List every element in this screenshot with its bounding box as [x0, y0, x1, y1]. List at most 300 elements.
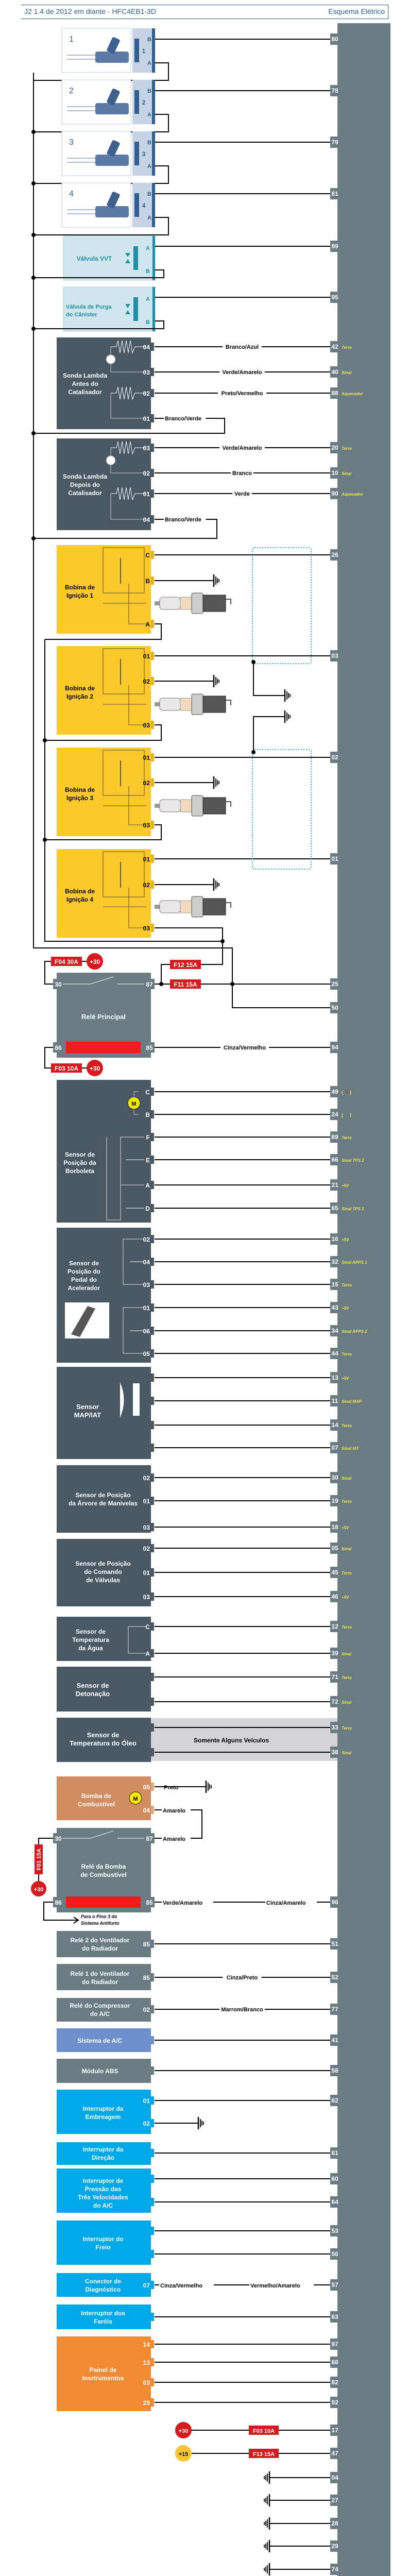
ecu-pin-number: 46 [331, 1593, 338, 1600]
sensor-box [57, 1998, 151, 2022]
ecu-pin-function: Sinal TPS 2 [342, 1158, 364, 1163]
sensor-name: Interruptor da [82, 2105, 124, 2112]
ignition-coil-name: Ignição 3 [66, 794, 94, 802]
ground-icon [214, 574, 219, 587]
sensor-pin: 02 [143, 470, 150, 477]
sensor-box [57, 1931, 151, 1957]
ecu-pin-number: 56 [331, 2250, 338, 2258]
ignition-coil-name: Bobina de [64, 584, 95, 591]
sensor-name: Detonação [75, 1690, 110, 1698]
connector-tab [151, 1088, 154, 1096]
sensor-name: Posição da [63, 1159, 96, 1166]
connector-tab [151, 1258, 154, 1266]
connector-tab [151, 1783, 154, 1791]
ecu-pin-number: 80 [331, 36, 338, 43]
fuse-label: F03 10A [252, 2428, 275, 2434]
sensor-box [57, 2336, 151, 2411]
ecu-pin-function: Terra [342, 1136, 352, 1140]
sensor-pin: 01 [143, 1569, 150, 1577]
ignition-coil-name: Ignição 2 [66, 693, 94, 700]
sensor-name: Sistema de A/C [77, 2037, 123, 2044]
relay-coil-bar [66, 1042, 141, 1053]
ecu-pin-number: 25 [331, 980, 338, 988]
connector-tab [151, 1421, 154, 1429]
injector-connector-edge [152, 183, 155, 227]
connector-tab [151, 2175, 154, 2183]
ecu-pin-function: Aquecedor [342, 492, 363, 497]
ecu-pin-number: 57 [331, 2281, 338, 2289]
ecu-pin-number: 58 [331, 2067, 338, 2074]
relay-pin: 30 [55, 1835, 62, 1842]
connector-tab [151, 1303, 154, 1312]
injector-pin-a: A [147, 215, 151, 221]
ecu-pin-function: Sinal TPS 1 [342, 1207, 364, 1211]
supply-label: +30 [89, 1065, 100, 1072]
section-title: Esquema Elétrico [328, 7, 385, 15]
injector-pin-b: B [147, 88, 151, 94]
spark-plug-part [160, 901, 180, 913]
junction-dot [230, 982, 234, 986]
sensor-pin: A [145, 1650, 150, 1657]
sensor-name: Sensor de Posição [75, 1492, 131, 1499]
sensor-name: Relé do Compressor [70, 2002, 130, 2009]
wire-color-label: Preto [164, 1785, 179, 1791]
ecu-pin-function: Sinal [342, 471, 352, 476]
ground-icon [264, 2494, 269, 2506]
spark-plug-part [192, 795, 203, 816]
coil-pin: 03 [143, 722, 150, 729]
connector-tab [151, 489, 154, 498]
sensor-name: Acelerador [67, 1284, 100, 1292]
injector-pin-a: A [147, 163, 151, 170]
ecu-pin-number: 40 [331, 368, 338, 376]
ecu-pin-number: 71 [331, 1673, 338, 1681]
injector-connector-edge [152, 80, 155, 124]
sensor-name: Sensor de Posição [75, 1560, 131, 1567]
ecu-pin-function: Sinal [342, 1547, 352, 1551]
sensor-pin: 02 [143, 2006, 150, 2013]
lambda-sensor-name: Depois do [70, 481, 100, 488]
spark-plug-part [155, 804, 160, 808]
lambda-element-icon [106, 456, 115, 465]
antitheft-note: Para o Pino 3 do [81, 1914, 117, 1919]
ecu-pin-number: 64 [331, 2198, 338, 2206]
ecu-pin-polarity: + [346, 1090, 349, 1095]
ecu-pin-number: 01 [331, 855, 338, 862]
sensor-name: Temperatura do Óleo [70, 1739, 137, 1747]
connector-tab [151, 721, 154, 729]
sensor-name: Sensor de [75, 1628, 106, 1635]
spark-plug-part [192, 896, 203, 917]
ecu-pin-number: 20 [331, 444, 338, 451]
valve-connector-edge [152, 236, 155, 280]
connector-tab [151, 1544, 154, 1552]
sensor-box [57, 2304, 151, 2329]
sensor-pin: D [145, 1205, 150, 1212]
spark-plug-part [155, 601, 160, 605]
fuse-label: F04 30A [54, 958, 79, 965]
ground-icon [264, 2471, 269, 2484]
ecu-pin-number: 77 [331, 2006, 338, 2013]
connector-tab [151, 2358, 154, 2366]
connector-tab [151, 753, 154, 761]
sensor-pin: C [145, 1089, 150, 1096]
connector-tab [151, 2198, 154, 2206]
ecu-pin-function: ( [342, 1112, 343, 1117]
valve-name: Válvula de Purga [66, 304, 112, 310]
ecu-pin-number: 52 [331, 1974, 338, 1981]
spark-plug-part [226, 903, 231, 908]
ecu-pin-function: Sinal APPS 1 [342, 1260, 367, 1265]
shield-outline [252, 750, 311, 869]
coil-pin: 03 [143, 925, 150, 932]
ecu-pin-number: 30 [331, 1474, 338, 1481]
spark-plug-part [180, 901, 192, 913]
spark-plug-part [180, 597, 192, 609]
injector-connector-edge [152, 131, 155, 176]
sensor-pin: 03 [143, 2379, 150, 2386]
sensor-pin: E [145, 1157, 150, 1164]
injector-connector-bar [134, 142, 139, 165]
ground-icon [264, 2563, 269, 2575]
sensor-box [57, 2273, 151, 2297]
connector-tab [151, 1698, 154, 1706]
coil-pin: 02 [143, 779, 150, 787]
sensor-pin: 06 [143, 1328, 150, 1335]
connector-tab [151, 1235, 154, 1243]
connector-tab [151, 880, 154, 889]
relay-pin: 85 [146, 1899, 153, 1906]
connector-tab [151, 444, 154, 452]
pump-feed-wire [155, 1810, 202, 1838]
ecu-pin-number: 94 [331, 1044, 338, 1051]
connector-tab [151, 2005, 154, 2013]
sensor-pin: 13 [143, 2359, 150, 2366]
relay-pin: 87 [146, 1835, 153, 1842]
spark-plug-part [180, 698, 192, 710]
relay-coil-bar [66, 1896, 141, 1908]
ecu-pin-number: 11 [331, 1397, 338, 1404]
sensor-name: Painel de [89, 2366, 117, 2374]
ecu-pin-number: 78 [331, 87, 338, 94]
fuel-pump-name: Bomba de [81, 1792, 112, 1800]
ground-icon [264, 2517, 269, 2530]
ecu-pin-number: 39 [331, 1650, 338, 1657]
ecu-pin-number: 88 [331, 389, 338, 397]
sensor-pin: B [145, 1111, 150, 1118]
sensor-pin: 14 [143, 2341, 150, 2348]
valve-connector-bar [133, 246, 138, 270]
junction-dot [251, 750, 256, 754]
sensor-pin: 04 [143, 1259, 150, 1266]
antitheft-note: Sistema Antifurto [81, 1921, 120, 1926]
connector-tab [151, 1110, 154, 1118]
valve-name: do Cânister [66, 312, 97, 318]
ecu-pin-number: 18 [331, 1523, 338, 1531]
sensor-name: Temperatura [72, 1636, 109, 1643]
ecu-pin-polarity: - [346, 1112, 348, 1118]
injector-connector-number: 3 [142, 150, 146, 158]
sensor-name: do Radiador [81, 1978, 118, 1986]
ecu-pin-number: 07 [331, 1444, 338, 1451]
ecu-pin-number: 60 [331, 2175, 338, 2182]
ecu-pin-number: 62 [331, 2097, 338, 2104]
ecu-pin-function: Sinal [342, 370, 352, 375]
sensor-name: Sensor de [69, 1260, 99, 1267]
ecu-pin-number: 99 [331, 243, 338, 250]
sensor-pin: 05 [143, 1350, 150, 1358]
ignition-coil-name: Bobina de [64, 888, 95, 895]
ecu-pin-number: 27 [331, 2497, 338, 2504]
sensor-name: Interruptor da [82, 2146, 124, 2153]
ecu-pin-function: ) [350, 1112, 351, 1117]
sensor-name: do Radiador [81, 1945, 118, 1952]
fuel-pump-name: Combustível [77, 1801, 115, 1808]
ecu-pin-number: 69 [331, 1133, 338, 1141]
sensor-name: Módulo ABS [81, 2067, 118, 2075]
map-element-icon [133, 1383, 140, 1416]
sensor-name: Direção [91, 2154, 115, 2161]
sensor-pin: 03 [143, 1524, 150, 1531]
connector-tab [151, 2250, 154, 2258]
fuse-label: F03 10A [54, 1065, 79, 1072]
ecu-pin-number: 32 [331, 1258, 338, 1265]
ecu-pin-number: 92 [331, 2399, 338, 2406]
ecu-pin-number: 34 [331, 1327, 338, 1334]
sensor-pin: 02 [143, 1545, 150, 1552]
ecu-pin-function: ) [350, 1090, 351, 1095]
ecu-pin-number: 79 [331, 139, 338, 146]
connector-tab [151, 821, 154, 829]
wire-color-label: Verde [234, 491, 250, 497]
ecu-pin-function: +5V [342, 1306, 349, 1311]
ecu-pin-function: Sinal [342, 1476, 352, 1481]
injector-connector-bar [134, 39, 139, 62]
coil-pin: C [145, 552, 150, 559]
wire-color-label: Cinza/Vermelho [160, 2283, 202, 2289]
relay-pin: 85 [146, 1044, 153, 1052]
ecu-pin-function: Sinal MAP [342, 1399, 362, 1404]
sensor-name: Embreagem [85, 2113, 121, 2121]
ecu-pin-number: 66 [331, 1156, 338, 1163]
spark-plug-part [203, 595, 226, 612]
ecu-pin-function: Terra [342, 1571, 352, 1575]
ecu-pin-number: 49 [331, 1088, 338, 1095]
ecu-pin-number: 16 [331, 1235, 338, 1243]
ecu-pin-number: 51 [331, 1940, 338, 1947]
connector-tab [151, 652, 154, 660]
connector-tab [151, 1673, 154, 1681]
ecu-pin-number: 28 [331, 2520, 338, 2527]
ecu-pin-number: 61 [331, 2149, 338, 2157]
sensor-name: da Água [78, 1645, 103, 1652]
sensor-pin: 01 [143, 415, 150, 422]
wire-color-label: Verde/Amarelo [222, 369, 262, 376]
spark-plug-part [160, 800, 180, 812]
connector-tab [151, 1497, 154, 1505]
sensor-pin: 02 [143, 2120, 150, 2127]
ground-icon [285, 710, 290, 723]
ecu-pin-number: 29 [331, 2543, 338, 2550]
connector-tab [151, 1473, 154, 1482]
connector-tab [151, 1133, 154, 1141]
relay-pin: 30 [55, 981, 62, 988]
spark-plug-part [160, 698, 180, 710]
document-title: J2 1.4 de 2012 em diante - HFC4EB1-3D [24, 7, 157, 15]
injector-connector-number: 2 [142, 99, 146, 106]
sensor-pin: 29 [143, 2399, 150, 2406]
connector-tab [151, 389, 154, 397]
connector-tab [151, 1349, 154, 1358]
sensor-name: Interruptor do [82, 2235, 124, 2243]
coil-pin: 01 [143, 856, 150, 863]
connector-tab [151, 1568, 154, 1577]
ground-icon [285, 689, 290, 702]
ecu-pin-number: 82 [331, 2379, 338, 2386]
connector-tab [151, 1374, 154, 1382]
sensor-name: Diagnóstico [85, 2286, 121, 2293]
ecu-pin-number: 47 [331, 2450, 338, 2457]
connector-tab [151, 855, 154, 863]
sensor-name: do Comando [84, 1568, 122, 1575]
spark-plug-icon [155, 593, 231, 614]
connector-tab [151, 2378, 154, 2386]
spark-plug-part [226, 802, 231, 807]
sensor-pin: 03 [143, 1281, 150, 1289]
wire-color-label: Marrom/Branco [221, 2007, 263, 2013]
sensor-name: Interruptor de [82, 2177, 124, 2184]
injector-number: 4 [69, 190, 74, 198]
connector-tab [151, 1592, 154, 1601]
connector-tab [151, 2036, 154, 2044]
sensor-pin: 01 [143, 490, 150, 498]
connector-tab [151, 469, 154, 477]
connector-tab [151, 1622, 154, 1631]
ignition-coil-name: Bobina de [64, 685, 95, 692]
junction-dot [251, 660, 256, 664]
lambda-sensor-name: Sonda Lambda [62, 473, 108, 480]
connector-tab [151, 1748, 154, 1756]
coil-pin: 03 [143, 822, 150, 829]
spark-plug-part [180, 800, 192, 812]
fuse-label: F11 15A [174, 981, 197, 988]
sensor-pin: 05 [143, 1784, 150, 1791]
ecu-pin-number: 05 [331, 1545, 338, 1552]
fuse-label: F01 15A [36, 1848, 42, 1871]
ecu-pin-number: 15 [331, 1281, 338, 1288]
sensor-name: de Válvulas [86, 1577, 121, 1584]
sensor-pin: 04 [143, 516, 150, 523]
relay-pin: 86 [55, 1044, 62, 1052]
pump-relay-name: de Combustível [80, 1871, 127, 1878]
ecu-pin-number: 38 [331, 1749, 338, 1756]
sensor-name: Interruptor dos [81, 2310, 125, 2317]
ecu-pin-number: 90 [331, 490, 338, 497]
sensor-pin: 02 [143, 390, 150, 397]
wire-color-label: Branco/Verde [165, 517, 201, 523]
ecu-pin-number: 96 [331, 1899, 338, 1906]
lambda-sensor-box [57, 337, 151, 429]
connector-tab [151, 1940, 154, 1948]
ecu-pin-number: 53 [331, 2227, 338, 2234]
spark-plug-part [192, 593, 203, 614]
sensor-pin: A [145, 1182, 150, 1189]
ecu-pin-function: Sinal APPS 2 [342, 1329, 367, 1334]
supply-label: +30 [89, 958, 100, 965]
valve-connector-edge [152, 287, 155, 331]
ecu-pin-function: Terra [342, 1283, 352, 1287]
coil-pin: 01 [143, 653, 150, 660]
supply-label: +15 [178, 2451, 189, 2458]
sensor-pin: 04 [143, 344, 150, 351]
sensor-pin: F [146, 1134, 150, 1141]
relay-output-wire [161, 964, 170, 984]
injector-number: 2 [69, 87, 74, 95]
shield-outline [252, 548, 311, 664]
lambda-sensor-name: Antes do [72, 380, 98, 387]
ecu-pin-function: Terra [342, 446, 352, 451]
wire-color-label: Branco [232, 470, 252, 477]
connector-tab [151, 1523, 154, 1531]
spark-plug-icon [155, 694, 231, 715]
spark-plug-part [155, 702, 160, 706]
wire-color-label: Verde/Amarelo [222, 445, 262, 451]
ecu-pin-number: 42 [331, 343, 338, 350]
sensor-name: do A/C [93, 2202, 113, 2209]
connector-tab [151, 577, 154, 585]
ground-icon [214, 675, 219, 687]
spark-plug-part [160, 597, 180, 609]
spark-plug-part [192, 694, 203, 715]
sensor-name: Sensor de [64, 1151, 95, 1158]
ecu-pin-function: Terra [342, 1726, 352, 1731]
ecu-pin-number: 45 [331, 1569, 338, 1576]
ecu-pin-number: 21 [331, 1181, 338, 1189]
supply-label: +30 [178, 2428, 189, 2434]
relay-pin: 86 [55, 1899, 62, 1906]
injector-connector-number: 1 [142, 47, 146, 55]
ecu-pin-function: +5V [342, 1595, 349, 1600]
ecu-pin-number: 74 [331, 2566, 338, 2573]
ecu-pin-function: ( [342, 1090, 343, 1095]
motor-label: M [133, 1796, 138, 1802]
sensor-pin: 02 [143, 1475, 150, 1482]
ecu-pin-number: 81 [331, 190, 338, 197]
shield-drain-wire [253, 717, 285, 752]
spark-plug-part [226, 700, 231, 705]
coil-pin: 02 [143, 882, 150, 889]
ecu-pin-function: +5V [342, 1526, 349, 1530]
wire-color-label: Cinza/Amarelo [266, 1900, 306, 1906]
ecu-pin-number: 10 [331, 469, 338, 477]
valve-pin-b: B [146, 319, 150, 326]
ecu-pin-number: 03 [331, 652, 338, 659]
spark-plug-part [203, 798, 226, 814]
ignition-coil-name: Ignição 4 [66, 896, 94, 903]
wire-color-label: Amarelo [163, 1836, 186, 1842]
connector-tab [151, 1444, 154, 1452]
ecu-pin-function: Terra [342, 345, 352, 350]
connector-tab [151, 1181, 154, 1189]
sensor-pin: 85 [143, 1941, 150, 1948]
ground-icon [206, 1781, 211, 1793]
wire-color-label: Branco/Verde [165, 416, 201, 422]
ecu-pin-number: 33 [331, 1724, 338, 1731]
connector-tab [151, 1280, 154, 1289]
connector-tab [151, 414, 154, 422]
ecu-pin-number: 43 [331, 1304, 338, 1311]
sensor-name: Sensor de [87, 1731, 120, 1739]
